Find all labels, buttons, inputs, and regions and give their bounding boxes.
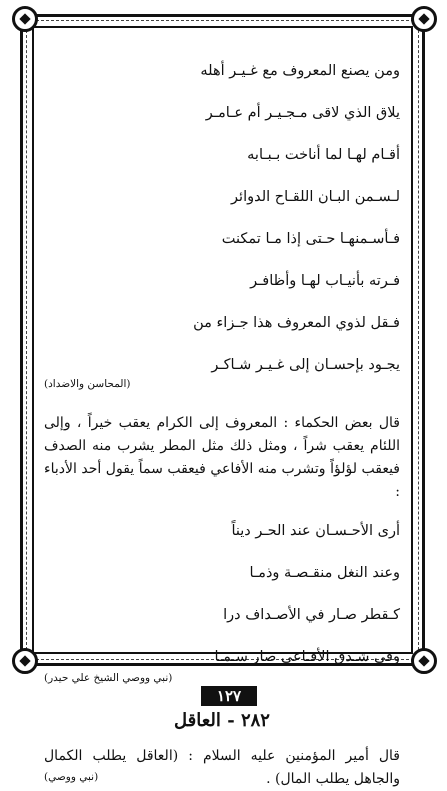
verse-line: ومن يصنع المعروف مع غـيـر أهله [200,63,400,79]
prose-paragraph: قال أمير المؤمنين عليه السلام : (العاقل يطلب الكمال والجاهل يطلب المال) . [44,748,400,787]
verse-line: لـسـمن البـان اللقـاح الدوائر [231,189,400,205]
verse-line: يلاق الذي لاقى مـجـيـر أم عـامـر [205,105,400,121]
verse-line: فـرته بأنيـاب لهـا وأظافـر [250,273,400,289]
corner-ornament-icon [12,648,38,674]
verse-line: يجـود بإحسـان إلى غـيـر شـاكـر [211,357,400,373]
prose-paragraph: قال بعض الحكماء : المعروف إلى الكرام يعقب خيراً ، وإلى اللئام يعقب شراً ، ومثل ذلك مثل المطر يشرب منه الصدف فيعقب لؤلؤاً وتشرب منه الأفاعي فيعقب سماً يقول أحد الأدباء : [44,415,400,500]
verse-line: وعند النغل منقـصـة وذمـا [249,565,400,581]
page-number: ١٢٧ [201,686,257,706]
verse-line: كـقطر صـار في الأصـداف درا [223,607,400,623]
corner-ornament-icon [411,6,437,32]
verse-line: أرى الأحـسـان عند الحـر ديناً [231,523,400,539]
corner-ornament-icon [12,6,38,32]
corner-ornament-icon [411,648,437,674]
source-citation: (المحاسن والاضداد) [44,378,131,390]
verse-line: فـأسـمنهـا حـتى إذا مـا تمكنت [221,231,400,247]
verse-line: فـقل لذوي المعروف هذا جـزاء من [193,315,400,331]
source-citation: (نبي ووصي) [44,771,99,783]
section-heading: ٢٨٢ - العاقل [174,710,270,731]
page-content [44,34,400,787]
verse-line: أقـام لهـا لما أناخت بـبـابه [247,147,400,163]
source-citation: (نبي ووصي الشيخ علي حيدر) [44,672,173,684]
verse-line: وفي شـدق الأفـاعي صار سـمـا [214,649,400,665]
